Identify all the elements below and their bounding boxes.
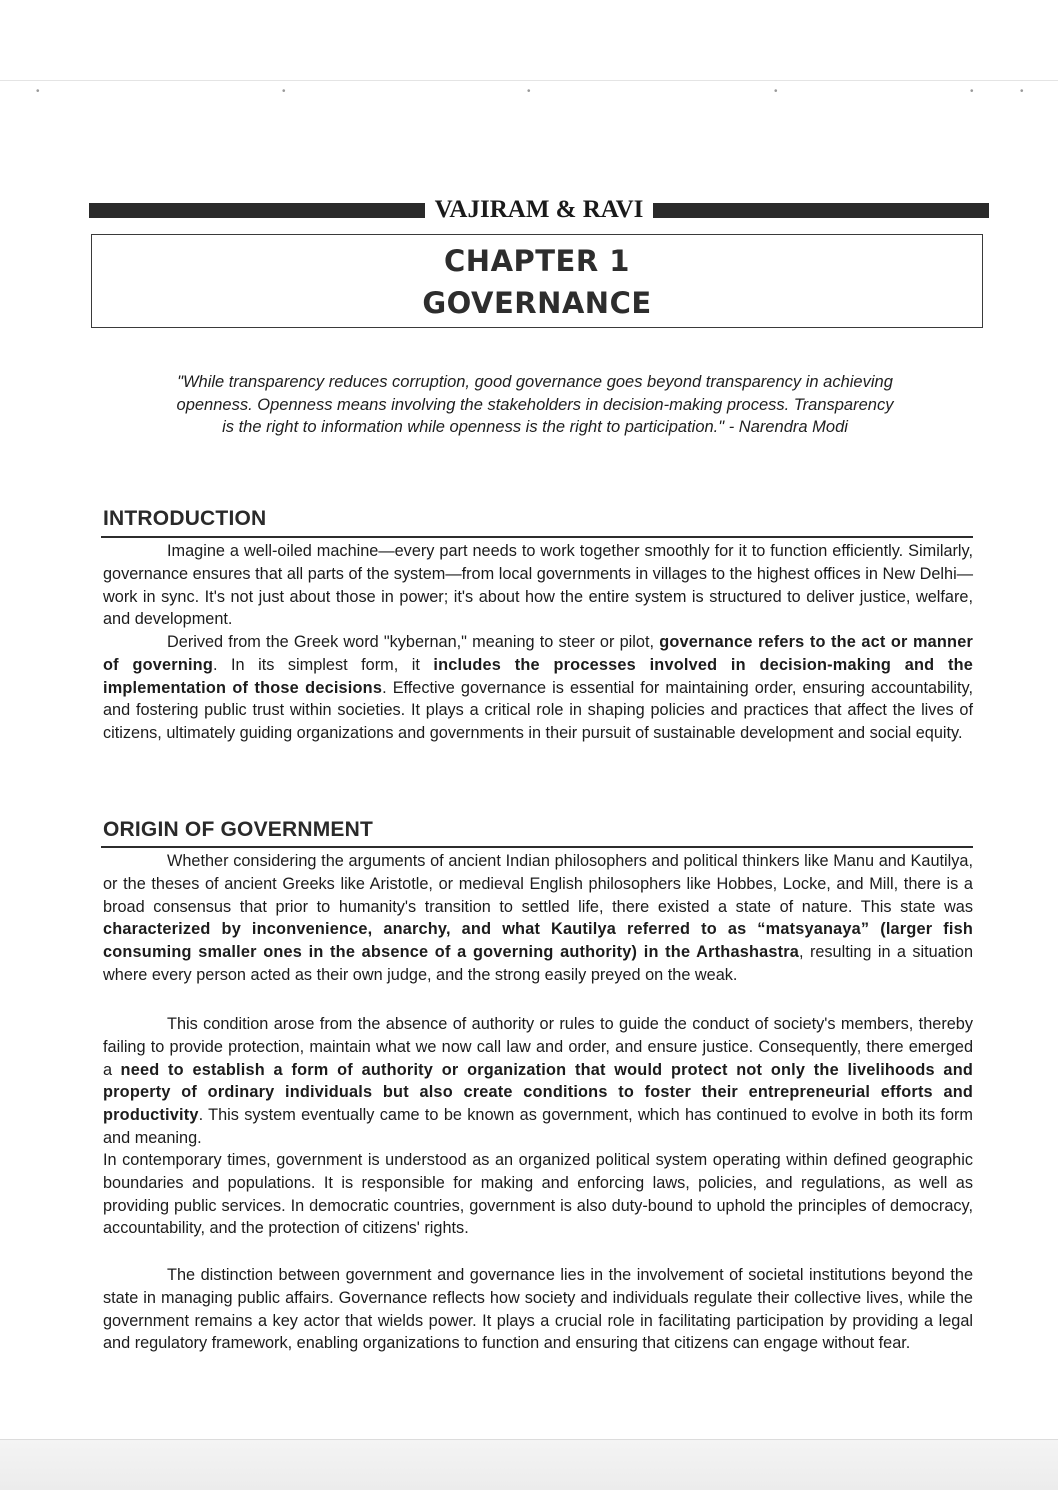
brand-name: VAJIRAM & RAVI	[434, 196, 644, 223]
chapter-title: GOVERNANCE	[422, 286, 652, 320]
chapter-title-box	[91, 234, 983, 328]
section-rule-origin	[101, 846, 973, 848]
brand-rule-left	[89, 203, 425, 218]
section-heading-origin: ORIGIN OF GOVERNMENT	[103, 818, 374, 841]
section-rule-introduction	[101, 536, 973, 538]
intro-paragraph-1: Imagine a well-oiled machine—every part needs to work together smoothly for it to function efficiently. Similarly, governance ensures that all parts of the system—from local governments in villages to the highest offices in New Delhi—work in sync. It's not just about those in power; it's about how the entire system is structured to deliver justice, welfare, and development.	[103, 542, 973, 629]
origin-paragraph-2: This condition arose from the absence of authority or rules to guide the conduct of society's members, thereby failing to provide protection, maintain what we now call law and order, and ensure justice. Consequently, there emerged a need to establish a form of authority or organization that would protect not only the livelihoods and property of ordinary individuals but also create conditions to foster their entrepreneurial efforts and productivity. This system eventually came to be known as government, which has continued to evolve in both its form and meaning.	[103, 1015, 973, 1147]
section-heading-introduction: INTRODUCTION	[103, 507, 267, 530]
origin-paragraph-1: Whether considering the arguments of ancient Indian philosophers and political thinkers like Manu and Kautilya, or the theses of ancient Greeks like Aristotle, or medieval English philosophers like Hobbes, Locke, and Mill, there is a broad consensus that prior to humanity's transition to settled life, there existed a state of nature. This state was characterized by inconvenience, anarchy, and what Kautilya referred to as “matsyanaya” (larger fish consuming smaller ones in the absence of a governing authority) in the Arthashastra, resulting in a situation where every person acted as their own judge, and the strong easily preyed on the weak.	[103, 852, 973, 984]
scan-bleed-marks: • • • • • •	[36, 86, 1024, 97]
scan-bottom-margin	[0, 1439, 1058, 1490]
scan-edge-line	[0, 80, 1058, 81]
chapter-number: CHAPTER 1	[444, 244, 630, 278]
brand-rule-right	[653, 203, 989, 218]
origin-paragraph-4: The distinction between government and governance lies in the involvement of societal institutions beyond the state in managing public affairs. Governance reflects how society and individuals regulate their collective lives, while the government remains a key actor that wields power. It plays a crucial role in facilitating participation by providing a legal and regulatory framework, enabling organizations to function and ensuring that citizens can engage without fear.	[103, 1266, 973, 1353]
intro-paragraph-2: Derived from the Greek word "kybernan," meaning to steer or pilot, governance refers to the act or manner of governing. In its simplest form, it includes the processes involved in decision-making and the implementation of those decisions. Effective governance is essential for maintaining order, ensuring accountability, and fostering public trust within societies. It plays a critical role in shaping policies and practices that affect the lives of citizens, ultimately guiding organizations and governments in their pursuit of sustainable development and social equity.	[103, 633, 973, 743]
scan-top-margin	[0, 0, 1058, 80]
brand-banner	[89, 196, 989, 223]
origin-paragraph-3: In contemporary times, government is understood as an organized political system operating within defined geographic boundaries and populations. It is responsible for making and enforcing laws, policies, and regulations, as well as providing public services. In democratic countries, government is also duty-bound to uphold the principles of democracy, accountability, and the protection of citizens' rights.	[103, 1151, 973, 1238]
epigraph-quote: "While transparency reduces corruption, good governance goes beyond transparency in achieving openness. Openness means involving the stakeholders in decision-making process. Transparency is the right to information while openness is the right to participation." - Narendra Modi	[176, 373, 894, 436]
